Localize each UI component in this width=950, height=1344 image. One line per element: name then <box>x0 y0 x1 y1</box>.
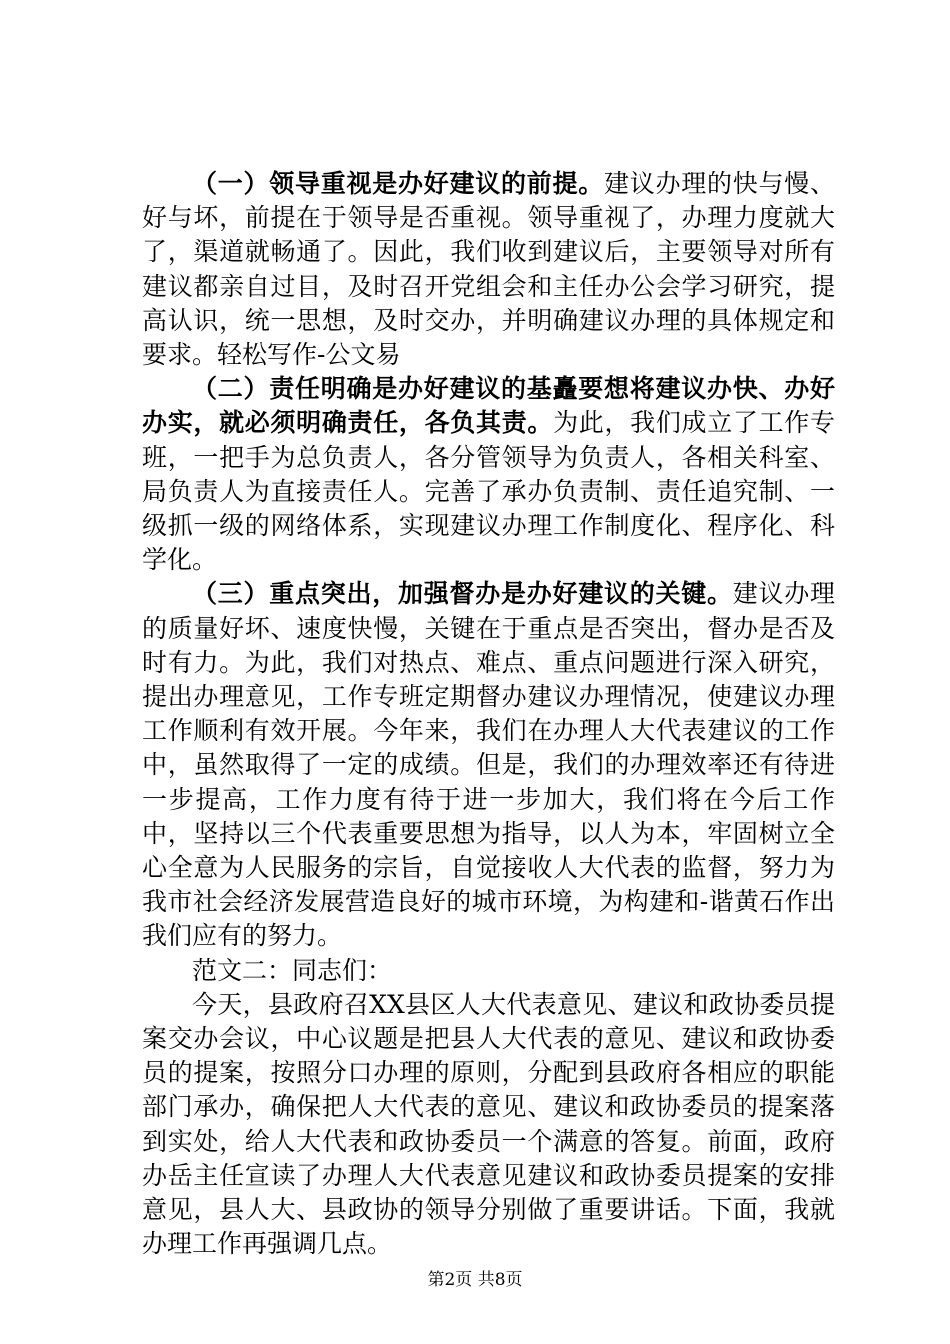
paragraph-3-text: 建议办理的质量好坏、速度快慢，关键在于重点是否突出，督办是否及时有力。为此，我们对热点、难点、重点问题进行深入研究，提出办理意见，工作专班定期督办建议办理情况，使建议办理工作顺利有效开展。今年来，我们在办理人大代表建议的工作中，虽然取得了一定的成绩。但是，我们的办理效率还有待进一步提高，工作力度有待于进一步加大，我们将在今后工作中，坚持以三个代表重要思想为指导，以人为本，牢固树立全心全意为人民服务的宗旨，自觉接收人大代表的监督，努力为我市社会经济发展营造良好的城市环境，为构建和-谐黄石作出我们应有的努力。 <box>142 579 835 951</box>
paragraph-4 <box>142 954 835 988</box>
document-body <box>142 167 835 1262</box>
paragraph-5-text: 今天，县政府召XX县区人大代表意见、建议和政协委员提案交办会议，中心议题是把县人大代表的意见、建议和政协委员的提案，按照分口办理的原则，分配到县政府各相应的职能部门承办，确保把人大代表的意见、建议和政协委员的提案落到实处，给人大代表和政协委员一个满意的答复。前面，政府办岳主任宣读了办理人大代表意见建议和政协委员提案的安排意见，县人大、县政协的领导分别做了重要讲话。下面，我就办理工作再强调几点。 <box>142 989 835 1259</box>
paragraph-3 <box>142 577 835 953</box>
page-footer <box>0 1270 950 1290</box>
paragraph-1 <box>142 167 835 372</box>
page-number-label: 第2页 共8页 <box>427 1270 523 1290</box>
paragraph-4-text: 范文二：同志们： <box>192 955 393 985</box>
paragraph-1-heading: （一）领导重视是办好建议的前提。 <box>192 169 604 198</box>
paragraph-5 <box>142 988 835 1262</box>
paragraph-2-text: 为此，我们成立了工作专班，一把手为总负责人，各分管领导为负责人，各相关科室、局负责人为直接责任人。完善了承办负责制、责任追究制、一级抓一级的网络体系，实现建议办理工作制度化、程序化、科学化。 <box>142 408 835 575</box>
paragraph-3-heading: （三）重点突出，加强督办是办好建议的关键。 <box>192 579 733 609</box>
paragraph-2 <box>142 372 835 577</box>
paragraph-2-heading: （二）责任明确是办好建议的基矗要想将建议办快、办好办实，就必须明确责任，各负其责。 <box>142 374 835 438</box>
paragraph-1-text: 建议办理的快与慢、好与坏，前提在于领导是否重视。领导重视了，办理力度就大了，渠道就畅通了。因此，我们收到建议后，主要领导对所有建议都亲自过目，及时召开党组会和主任办公会学习研究，提高认识，统一思想，及时交办，并明确建议办理的具体规定和要求。轻松写作-公文易 <box>142 169 835 370</box>
